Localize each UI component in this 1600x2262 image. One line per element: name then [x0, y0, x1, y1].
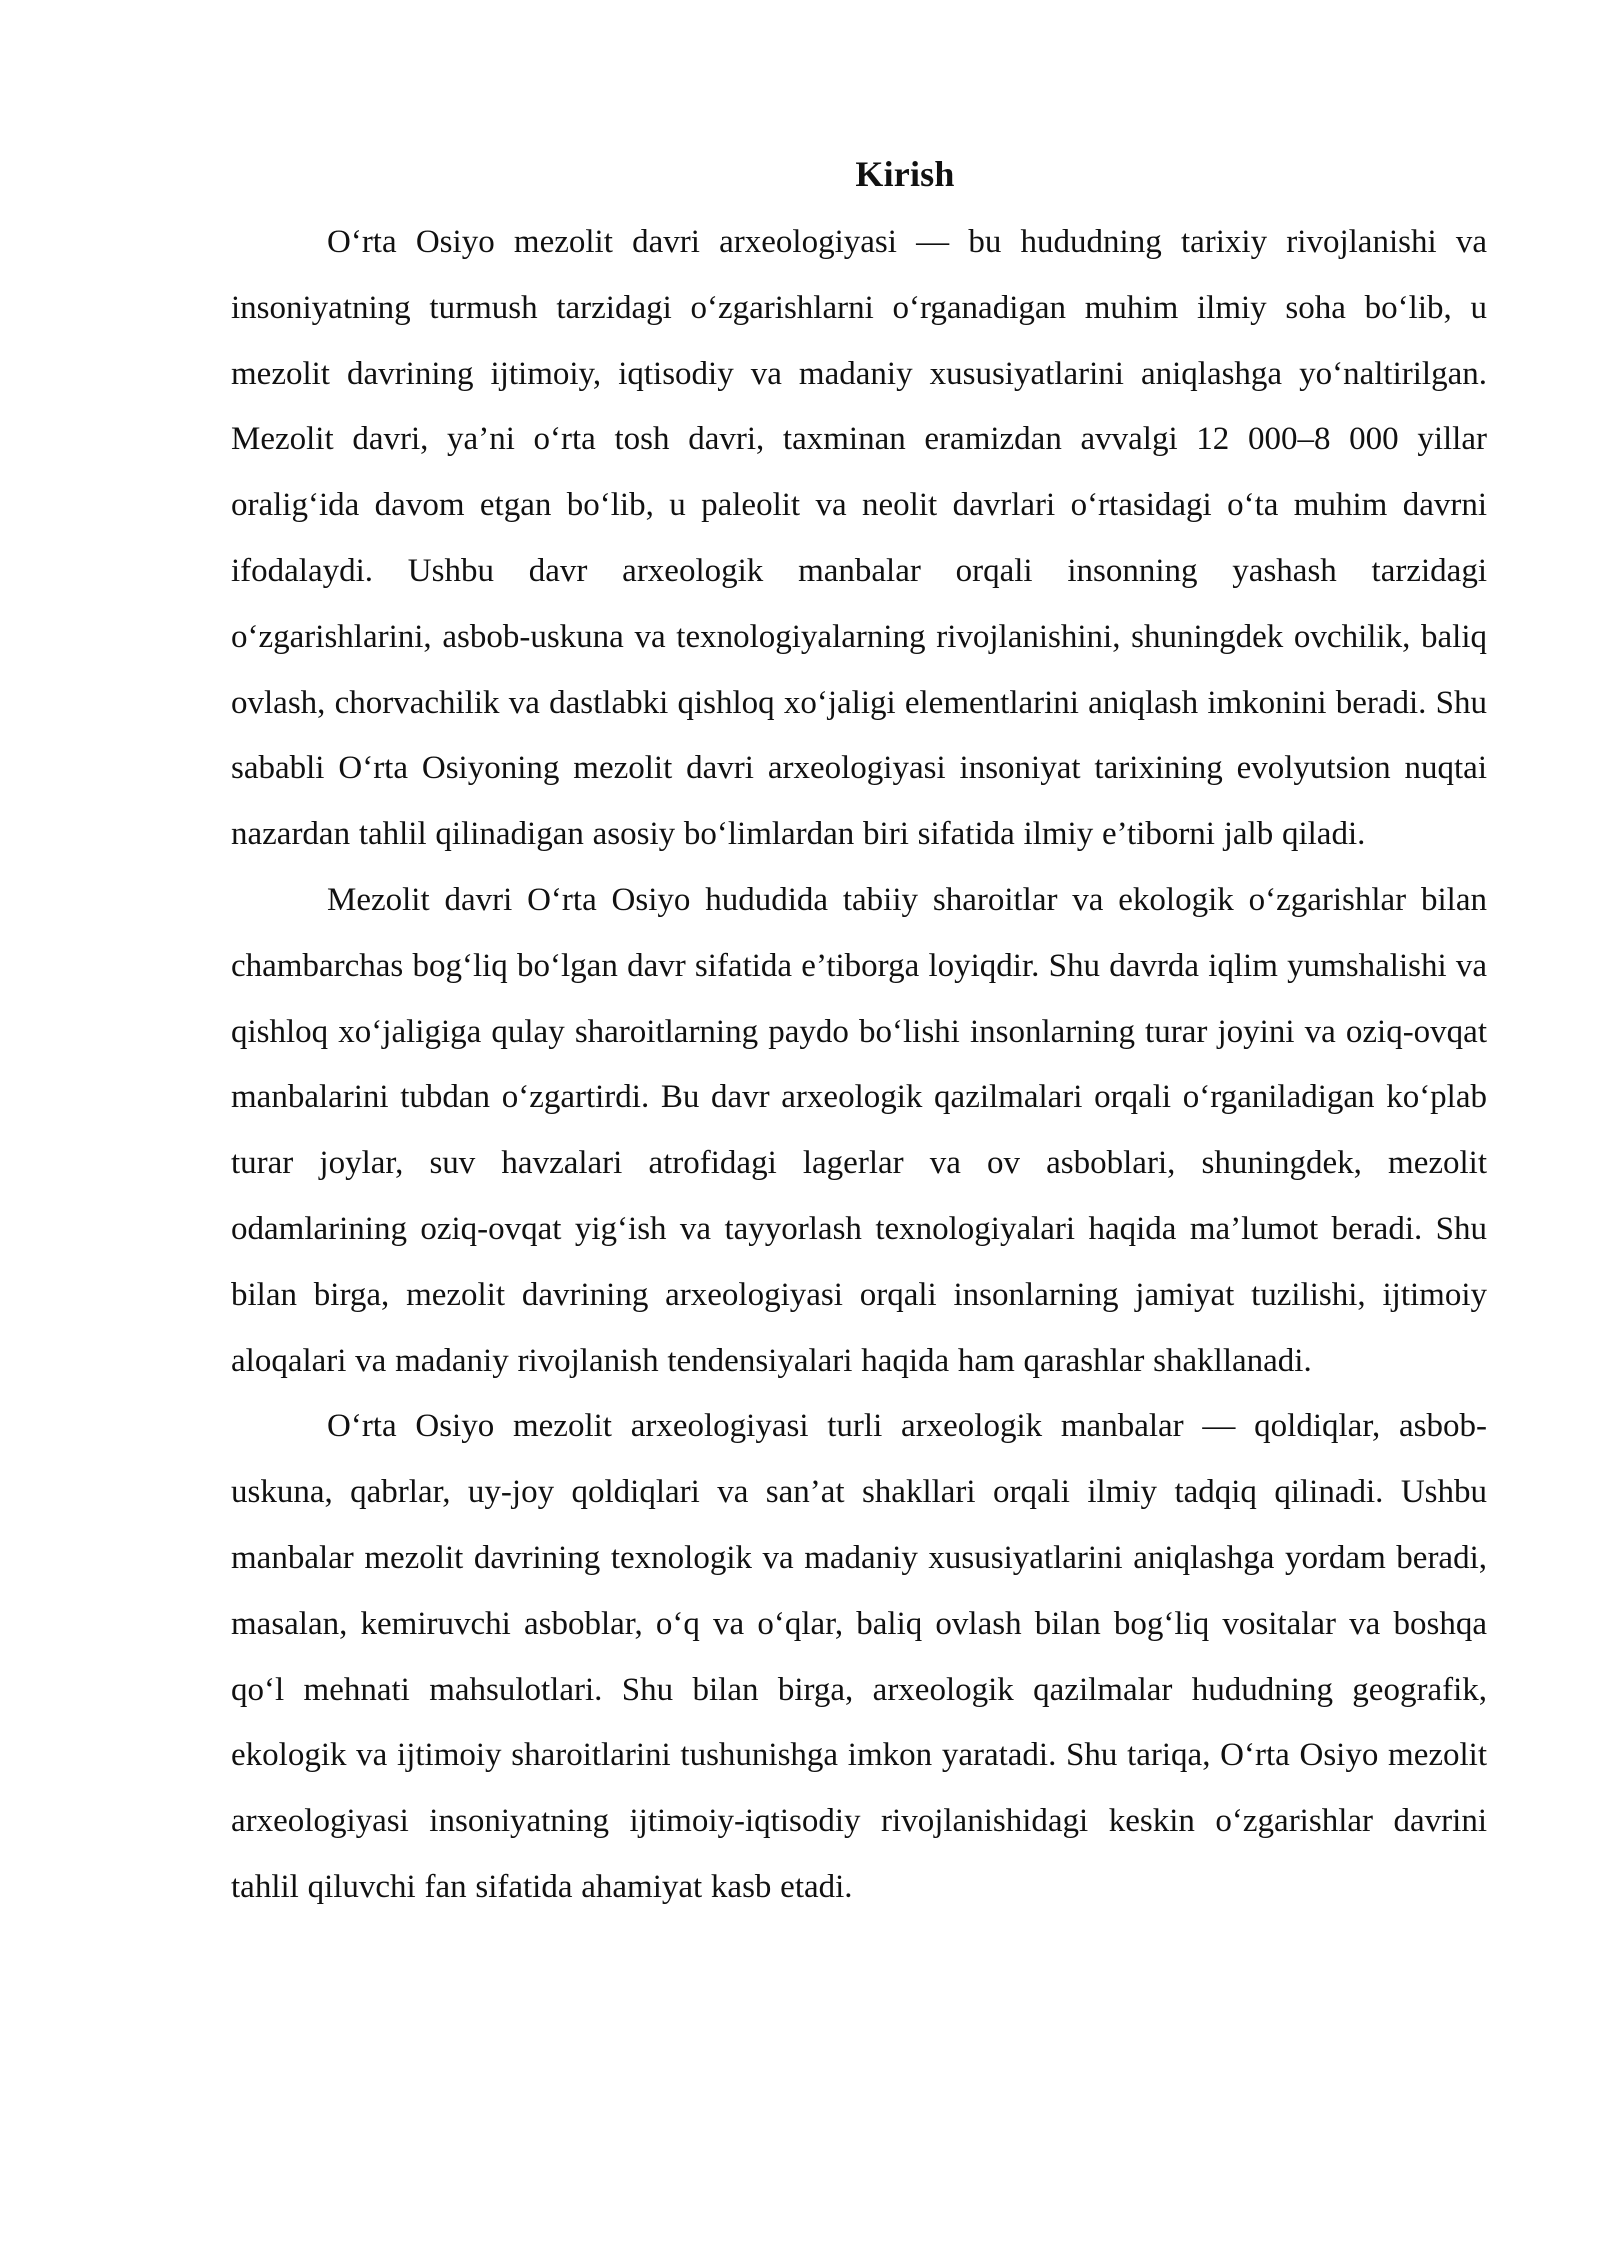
section-title: Kirish [855, 154, 955, 194]
body-text [231, 210, 1487, 1921]
paragraph-1: O‘rta Osiyo mezolit davri arxeologiyasi — bu hududning tarixiy rivojlanishi va insoniyatning turmush tarzidagi o‘zgarishlarni o‘rganadigan muhim ilmiy soha bo‘lib, u mezolit davrining ijtimoiy, iqtisodiy va madaniy xususiyatlarini aniqlashga yo‘naltirilgan. Mezolit davri, ya’ni o‘rta tosh davri, taxminan eramizdan avvalgi 12 000–8 000 yillar oralig‘ida davom etgan bo‘lib, u paleolit va neolit davrlari o‘rtasidagi o‘ta muhim davrni ifodalaydi. Ushbu davr arxeologik manbalar orqali insonning yashash tarzidagi o‘zgarishlarini, asbob-uskuna va texnologiyalarning rivojlanishini, shuningdek ovchilik, baliq ovlash, chorvachilik va dastlabki qishloq xo‘jaligi elementlarini aniqlash imkonini beradi. Shu sababli O‘rta Osiyoning mezolit davri arxeologiyasi insoniyat tarixining evolyutsion nuqtai nazardan tahlil qilinadigan asosiy bo‘limlardan biri sifatida ilmiy e’tiborni jalb qiladi. [231, 224, 1487, 853]
paragraph-3: O‘rta Osiyo mezolit arxeologiyasi turli arxeologik manbalar — qoldiqlar, asbob-uskuna, qabrlar, uy-joy qoldiqlari va san’at shakllari orqali ilmiy tadqiq qilinadi. Ushbu manbalar mezolit davrining texnologik va madaniy xususiyatlarini aniqlashga yordam beradi, masalan, kemiruvchi asboblar, o‘q va o‘qlar, baliq ovlash bilan bog‘liq vositalar va boshqa qo‘l mehnati mahsulotlari. Shu bilan birga, arxeologik qazilmalar hududning geografik, ekologik va ijtimoiy sharoitlarini tushunishga imkon yaratadi. Shu tariqa, O‘rta Osiyo mezolit arxeologiyasi insoniyatning ijtimoiy-iqtisodiy rivojlanishidagi keskin o‘zgarishlar davrini tahlil qiluvchi fan sifatida ahamiyat kasb etadi. [231, 1408, 1487, 1905]
paragraph-2: Mezolit davri O‘rta Osiyo hududida tabiiy sharoitlar va ekologik o‘zgarishlar bilan chambarchas bog‘liq bo‘lgan davr sifatida e’tiborga loyiqdir. Shu davrda iqlim yumshalishi va qishloq xo‘jaligiga qulay sharoitlarning paydo bo‘lishi insonlarning turar joyini va oziq-ovqat manbalarini tubdan o‘zgartirdi. Bu davr arxeologik qazilmalari orqali o‘rganiladigan ko‘plab turar joylar, suv havzalari atrofidagi lagerlar va ov asboblari, shuningdek, mezolit odamlarining oziq-ovqat yig‘ish va tayyorlash texnologiyalari haqida ma’lumot beradi. Shu bilan birga, mezolit davrining arxeologiyasi orqali insonlarning jamiyat tuzilishi, ijtimoiy aloqalari va madaniy rivojlanish tendensiyalari haqida ham qarashlar shakllanadi. [231, 881, 1487, 1379]
